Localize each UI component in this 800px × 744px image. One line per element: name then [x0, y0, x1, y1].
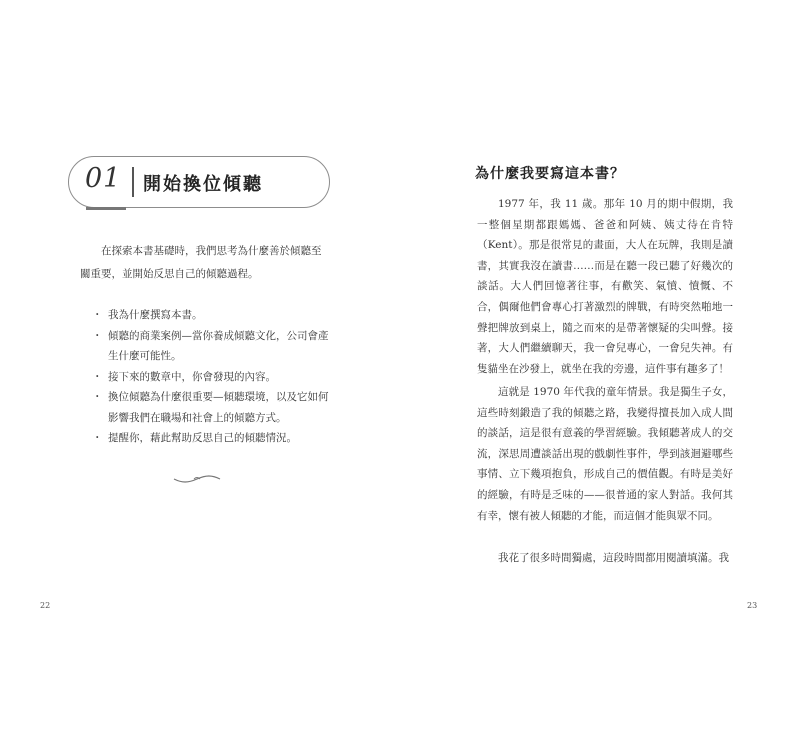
section-heading: 為什麼我要寫這本書？ [475, 166, 625, 182]
chapter-underline [86, 207, 126, 210]
bullet-item: ・ 傾聽的商業案例—當你養成傾聽文化，公司會產生什麼可能性。 [98, 326, 330, 367]
chapter-intro: 在探索本書基礎時，我們思考為什麼善於傾聽至關重要，並開始反思自己的傾聽過程。 [80, 245, 322, 280]
chapter-title: 開始換位傾聽 [143, 174, 263, 195]
bullet-item: ・ 提醒你，藉此幫助反思自己的傾聽情況。 [98, 428, 330, 449]
ornament-icon [172, 473, 222, 485]
page-number-left: 22 [40, 601, 51, 610]
bullet-item: ・ 接下來的數章中，你會發現的內容。 [98, 367, 330, 388]
body-paragraph: 我花了很多時間獨處，這段時間都用閱讀填滿。我 [498, 552, 729, 564]
body-paragraph: 1977 年，我 11 歲。那年 10 月的期中假期，我一整個星期都跟媽媽、爸爸和阿姨、姨丈待在肯特（Kent）。那是很常見的畫面，大人在玩牌，我則是讀書，其實我沒在讀書……而是在聽一段已聽了好幾次的談話。大人們回憶著往事，有歡笑、氣憤、憤慨、不合，偶爾他們會專心打著激烈的牌戰，有時突然啪地一聲把牌放到桌上，隨之而來的是帶著懷疑的尖叫聲。接著，大人們繼續聊天，我一會兒專心，一會兒失神。有隻貓坐在沙發上，就坐在我的旁邊，這件事有趣多了！ [477, 198, 733, 375]
page-number-right: 23 [747, 601, 758, 610]
bullet-item: ・ 換位傾聽為什麼很重要—傾聽環境，以及它如何影響我們在職場和社會上的傾聽方式。 [98, 387, 330, 428]
chapter-number: 01 [85, 163, 122, 194]
bullet-item: ・ 我為什麼撰寫本書。 [98, 305, 330, 326]
chapter-divider [132, 167, 134, 197]
chapter-badge [68, 156, 330, 208]
chapter-bullet-list [98, 305, 330, 449]
body-paragraph: 這就是 1970 年代我的童年情景。我是獨生子女，這些時刻鍛造了我的傾聽之路，我變得擅長加入成人間的談話，這是很有意義的學習經驗。我傾聽著成人的交流，深思周遭談話出現的戲劇性事件，學到該迴避哪些事情、立下幾項抱負，形成自己的價值觀。有時是美好的經驗，有時是乏味的——很普通的家人對話。我何其有幸，懷有被人傾聽的才能，而這個才能與眾不同。 [477, 386, 733, 522]
